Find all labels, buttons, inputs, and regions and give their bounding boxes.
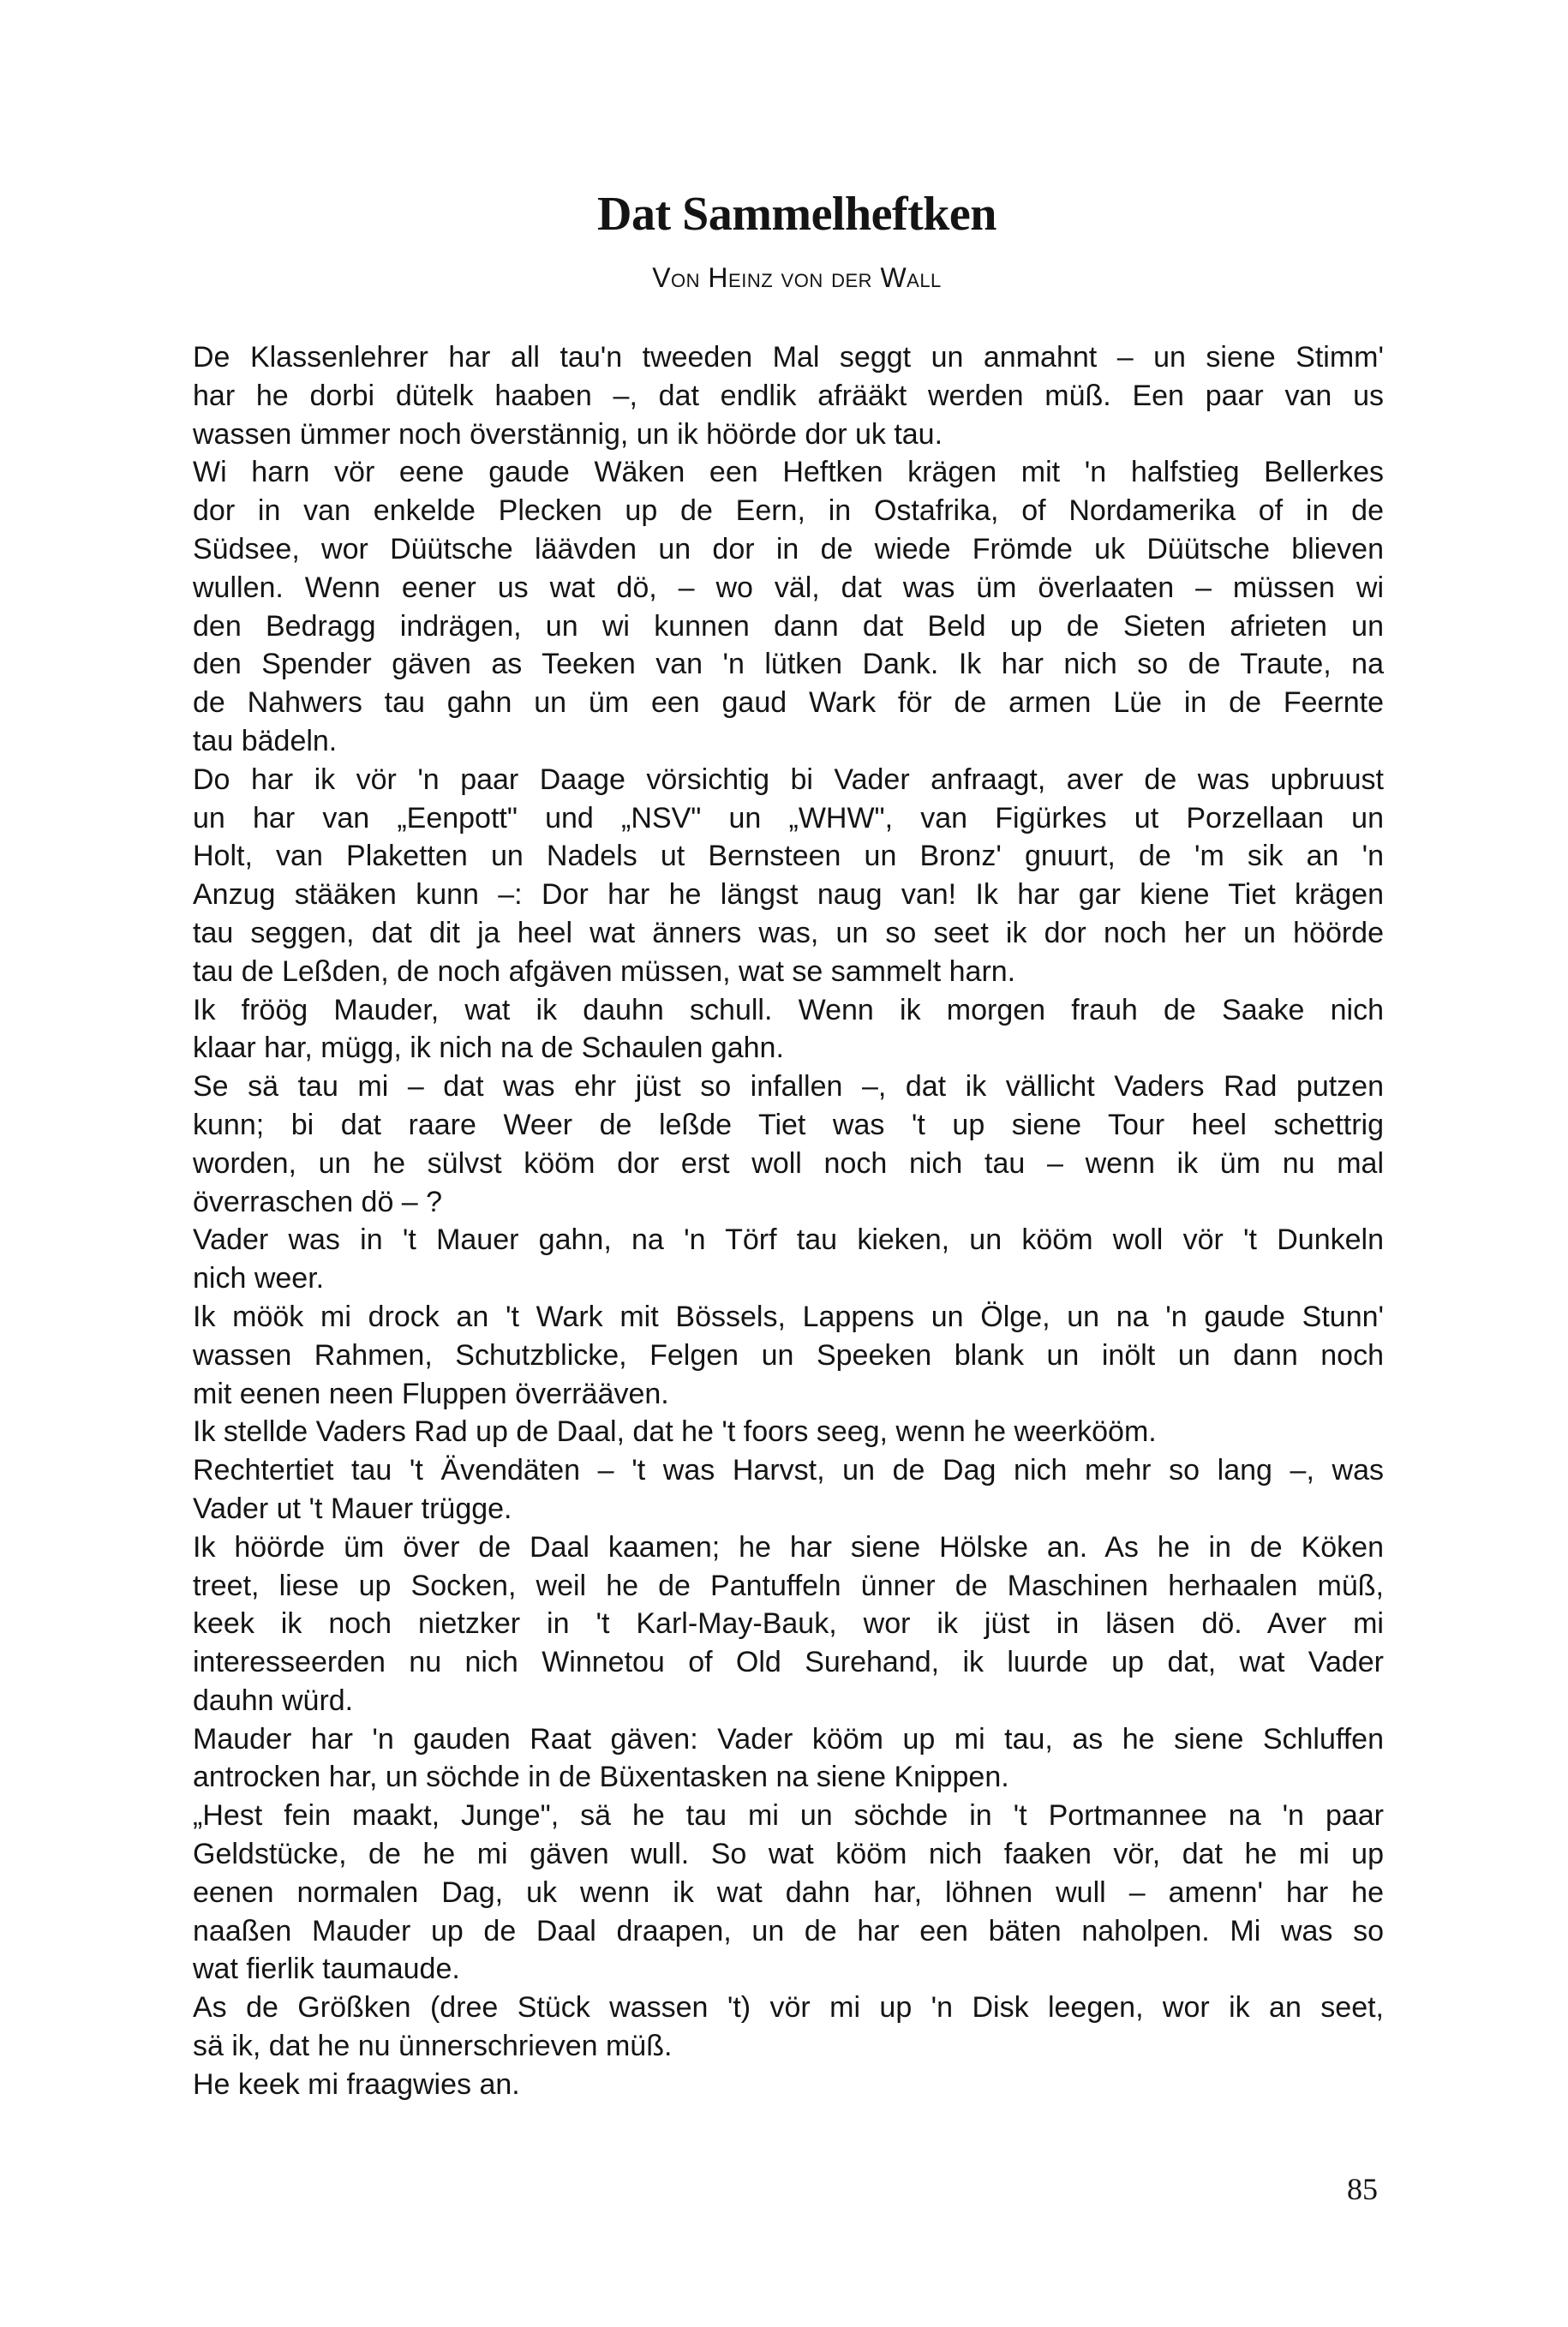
text-line: dor in van enkelde Plecken up de Eern, in Ostafrika, of Nordamerika of in de: [193, 494, 1384, 528]
text-line: den Bedragg indrägen, un wi kunnen dann dat Beld up de Sieten afrieten un: [193, 609, 1384, 643]
text-line: As de Größken (dree Stück wassen 't) vör mi up 'n Disk leegen, wor ik an seet,: [193, 1991, 1384, 2025]
text-line: har he dorbi dütelk haaben –, dat endlik afrääkt werden müß. Een paar van us: [193, 379, 1384, 412]
text-line: tau de Leßden, de noch afgäven müssen, wat se sammelt harn.: [193, 954, 1016, 988]
text-line: wassen ümmer noch överstännig, un ik höörde dor uk tau.: [193, 417, 943, 451]
text-line: kunn; bi dat raare Weer de leßde Tiet was 't up siene Tour heel schettrig: [193, 1108, 1384, 1141]
text-line: De Klassenlehrer har all tau'n tweeden Mal seggt un anmahnt – un siene Stimm': [193, 341, 1384, 374]
text-line: överraschen dö – ?: [193, 1185, 443, 1218]
text-line: tau seggen, dat dit ja heel wat änners was, un so seet ik dor noch her un höörde: [193, 916, 1384, 949]
text-line: interesseerden nu nich Winnetou of Old Surehand, ik luurde up dat, wat Vader: [193, 1646, 1384, 1679]
text-line: worden, un he sülvst kööm dor erst woll noch nich tau – wenn ik üm nu mal: [193, 1146, 1384, 1180]
text-line: sä ik, dat he nu ünnerschrieven müß.: [193, 2030, 673, 2063]
text-line: wullen. Wenn eener us wat dö, – wo väl, dat was üm överlaaten – müssen wi: [193, 571, 1384, 604]
text-line: Do har ik vör 'n paar Daage vörsichtig bi Vader anfraagt, aver de was upbruust: [193, 763, 1384, 796]
text-line: Ik möök mi drock an 't Wark mit Bössels, Lappens un Ölge, un na 'n gaude Stunn': [193, 1300, 1384, 1333]
text-line: antrocken har, un söchde in de Büxentasken na siene Knippen.: [193, 1761, 1009, 1794]
text-line: Vader ut 't Mauer trügge.: [193, 1492, 512, 1525]
text-line: den Spender gäven as Teeken van 'n lütken Dank. Ik har nich so de Traute, na: [193, 648, 1384, 681]
text-line: He keek mi fraagwies an.: [193, 2067, 520, 2101]
text-line: Se sä tau mi – dat was ehr jüst so infallen –, dat ik vällicht Vaders Rad putzen: [193, 1070, 1384, 1104]
text-line: „Hest fein maakt, Junge", sä he tau mi un söchde in 't Portmannee na 'n paar: [193, 1799, 1384, 1833]
text-line: keek ik noch nietzker in 't Karl-May-Bauk, wor ik jüst in läsen dö. Aver mi: [193, 1607, 1384, 1641]
text-line: Geldstücke, de he mi gäven wull. So wat kööm nich faaken vör, dat he mi up: [193, 1838, 1384, 1871]
author-byline: Von Heinz von der Wall: [652, 262, 942, 293]
text-line: mit eenen neen Fluppen överrääven.: [193, 1377, 669, 1410]
text-line: wassen Rahmen, Schutzblicke, Felgen un Speeken blank un inölt un dann noch: [193, 1338, 1384, 1372]
text-line: Ik stellde Vaders Rad up de Daal, dat he 't foors seeg, wenn he weerkööm.: [193, 1415, 1157, 1449]
text-line: nich weer.: [193, 1262, 325, 1295]
text-line: Holt, van Plaketten un Nadels ut Bernsteen un Bronz' gnuurt, de 'm sik an 'n: [193, 840, 1384, 873]
page-number: 85: [1347, 2172, 1378, 2206]
text-line: Anzug stääken kunn –: Dor har he längst naug van! Ik har gar kiene Tiet krägen: [193, 878, 1384, 912]
text-line: Wi harn vör eene gaude Wäken een Heftken krägen mit 'n halfstieg Bellerkes: [193, 456, 1384, 489]
text-line: wat fierlik taumaude.: [193, 1953, 460, 1986]
text-line: Ik fröög Mauder, wat ik dauhn schull. Wenn ik morgen frauh de Saake nich: [193, 993, 1384, 1026]
text-line: naaßen Mauder up de Daal draapen, un de har een bäten naholpen. Mi was so: [193, 1914, 1384, 1947]
text-line: Ik höörde üm över de Daal kaamen; he har siene Hölske an. As he in de Köken: [193, 1530, 1384, 1564]
text-line: dauhn würd.: [193, 1684, 354, 1717]
text-line: Südsee, wor Düütsche läävden un dor in de wiede Frömde uk Düütsche blieven: [193, 532, 1384, 565]
text-line: klaar har, mügg, ik nich na de Schaulen gahn.: [193, 1032, 784, 1065]
text-line: de Nahwers tau gahn un üm een gaud Wark för de armen Lüe in de Feernte: [193, 686, 1384, 720]
text-line: un har van „Eenpott" und „NSV" un „WHW", van Figürkes ut Porzellaan un: [193, 801, 1384, 834]
body-text: [193, 338, 1384, 2104]
text-line: treet, liese up Socken, weil he de Pantuffeln ünner de Maschinen herhaalen müß,: [193, 1569, 1384, 1602]
text-line: tau bädeln.: [193, 724, 338, 757]
text-line: eenen normalen Dag, uk wenn ik wat dahn har, löhnen wull – amenn' har he: [193, 1875, 1384, 1909]
text-line: Rechtertiet tau 't Ävendäten – 't was Harvst, un de Dag nich mehr so lang –, was: [193, 1454, 1384, 1487]
text-line: Vader was in 't Mauer gahn, na 'n Törf tau kieken, un kööm woll vör 't Dunkeln: [193, 1223, 1384, 1257]
text-line: Mauder har 'n gauden Raat gäven: Vader kööm up mi tau, as he siene Schluffen: [193, 1722, 1384, 1756]
page-title: Dat Sammelheftken: [597, 188, 996, 241]
